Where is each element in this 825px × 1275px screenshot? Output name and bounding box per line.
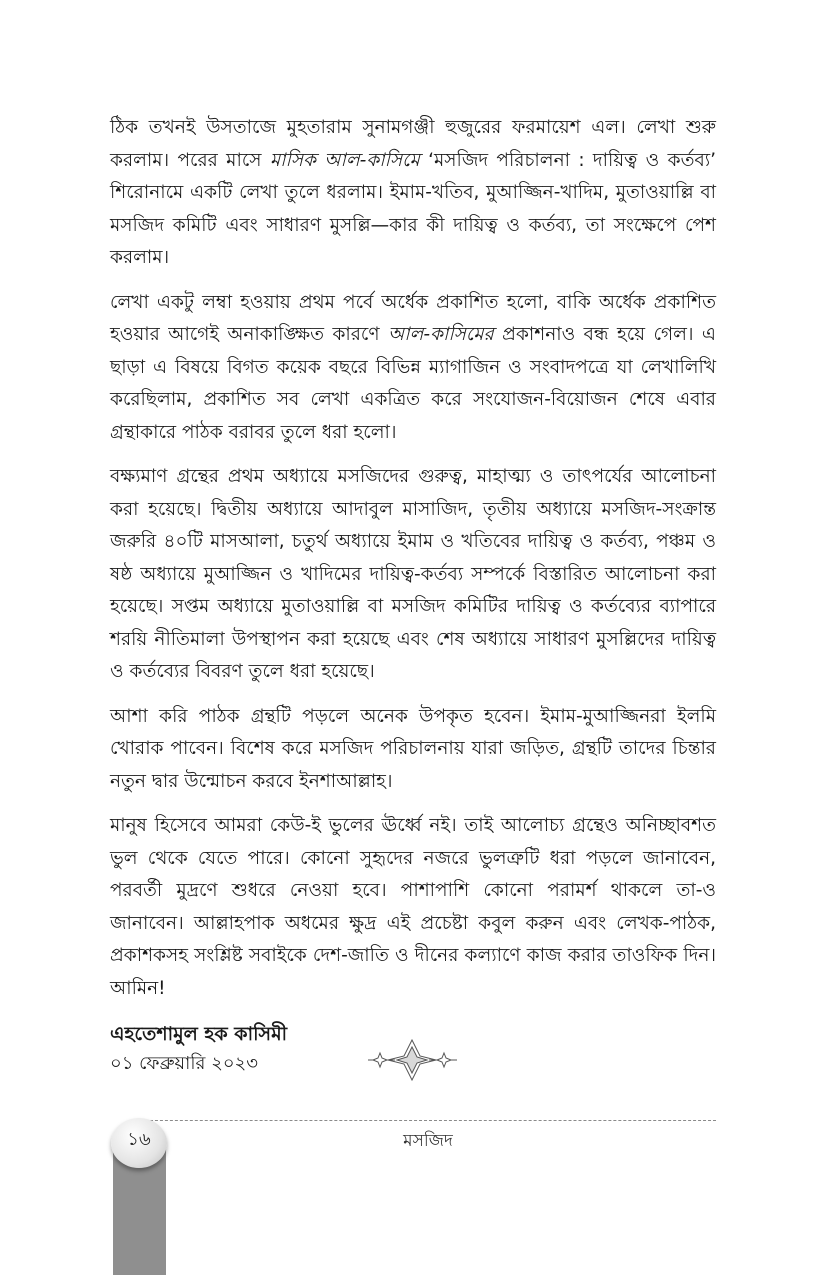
paragraph-5 (110, 810, 716, 1005)
page-content (110, 112, 716, 1079)
paragraph-1-text-b: ‘মসজিদ পরিচালনা : দায়িত্ব ও কর্তব্য’ শিরোনামে একটি লেখা তুলে ধরলাম। ইমাম-খতিব, মুআজ্জিন-খাদিম, মুতাওয়াল্লি বা মসজিদ কমিটি এবং সাধারণ মুসল্লি—কার কী দায়িত্ব ও কর্তব্য, তা সংক্ষেপে পেশ করলাম। (110, 149, 716, 268)
diamond-star-ornament-icon (364, 1038, 460, 1082)
running-head: মসজিদ (403, 1131, 453, 1151)
paragraph-4 (110, 701, 716, 799)
page-number: ১৬ (127, 1128, 151, 1150)
paragraph-1-text-a: ঠিক তখনই উসতাজে মুহতারাম সুনামগঞ্জী হুজুরের ফরমায়েশ এল। লেখা শুরু করলাম। পরের মাসে (110, 117, 716, 171)
paragraph-2-text-a: লেখা একটু লম্বা হওয়ায় প্রথম পর্বে অর্ধেক প্রকাশিত হলো, বাকি অর্ধেক প্রকাশিত হওয়ার আগেই অনাকাঙ্ক্ষিত কারণে (110, 291, 716, 345)
footer-divider (140, 1120, 716, 1121)
paragraph-3-text: বক্ষ্যমাণ গ্রন্থের প্রথম অধ্যায়ে মসজিদের গুরুত্ব, মাহাত্ম্য ও তাৎপর্যের আলোচনা করা হয়েছে। দ্বিতীয় অধ্যায়ে আদাবুল মাসাজিদ, তৃতীয় অধ্যায়ে মসজিদ-সংক্রান্ত জরুরি ৪০টি মাসআলা, চতুর্থ অধ্যায়ে ইমাম ও খতিবের দায়িত্ব ও কর্তব্য, পঞ্চম ও ষষ্ঠ অধ্যায়ে মুআজ্জিন ও খাদিমের দায়িত্ব-কর্তব্য সম্পর্কে বিস্তারিত আলোচনা করা হয়েছে। সপ্তম অধ্যায়ে মুতাওয়াল্লি বা মসজিদ কমিটির দায়িত্ব ও কর্তব্যের ব্যাপারে শরয়ি নীতিমালা উপস্থাপন করা হয়েছে এবং শেষ অধ্যায়ে সাধারণ মুসল্লিদের দায়িত্ব ও কর্তব্যের বিবরণ তুলে ধরা হয়েছে। (110, 466, 716, 682)
page-number-badge (111, 1118, 167, 1168)
author-name: এহতেশামুল হক কাসিমী (110, 1023, 288, 1045)
signature-date: ০১ ফেব্রুয়ারি ২০২৩ (110, 1053, 258, 1074)
paragraph-2 (110, 287, 716, 450)
paragraph-3 (110, 461, 716, 689)
paragraph-2-italic: আল-কাসিমের (387, 324, 494, 345)
paragraph-5-text: মানুষ হিসেবে আমরা কেউ-ই ভুলের ঊর্ধ্বে নই। তাই আলোচ্য গ্রন্থেও অনিচ্ছাবশত ভুল থেকে যেতে পারে। কোনো সুহৃদের নজরে ভুলত্রুটি ধরা পড়লে জানাবেন, পরবর্তী মুদ্রণে শুধরে নেওয়া হবে। পাশাপাশি কোনো পরামর্শ থাকলে তা-ও জানাবেন। আল্লাহপাক অধমের ক্ষুদ্র এই প্রচেষ্টা কবুল করুন এবং লেখক-পাঠক, প্রকাশকসহ সংশ্লিষ্ট সবাইকে দেশ-জাতি ও দীনের কল্যাণে কাজ করার তাওফিক দিন। আমিন! (110, 815, 716, 999)
paragraph-1-italic: মাসিক আল-কাসিমে (269, 149, 420, 171)
paragraph-1 (110, 112, 716, 275)
paragraph-4-text: আশা করি পাঠক গ্রন্থটি পড়লে অনেক উপকৃত হবেন। ইমাম-মুআজ্জিনরা ইলমি খোরাক পাবেন। বিশেষ করে মসজিদ পরিচালনায় যারা জড়িত, গ্রন্থটি তাদের চিন্তার নতুন দ্বার উন্মোচন করবে ইনশাআল্লাহ। (110, 705, 716, 792)
paragraph-2-text-b: প্রকাশনাও বন্ধ হয়ে গেল। এ ছাড়া এ বিষয়ে বিগত কয়েক বছরে বিভিন্ন ম্যাগাজিন ও সংবাদপত্রে যা লেখালিখি করেছিলাম, প্রকাশিত সব লেখা একত্রিত করে সংযোজন-বিয়োজন শেষে এবার গ্রন্থাকারে পাঠক বরাবর তুলে ধরা হলো। (110, 324, 716, 443)
